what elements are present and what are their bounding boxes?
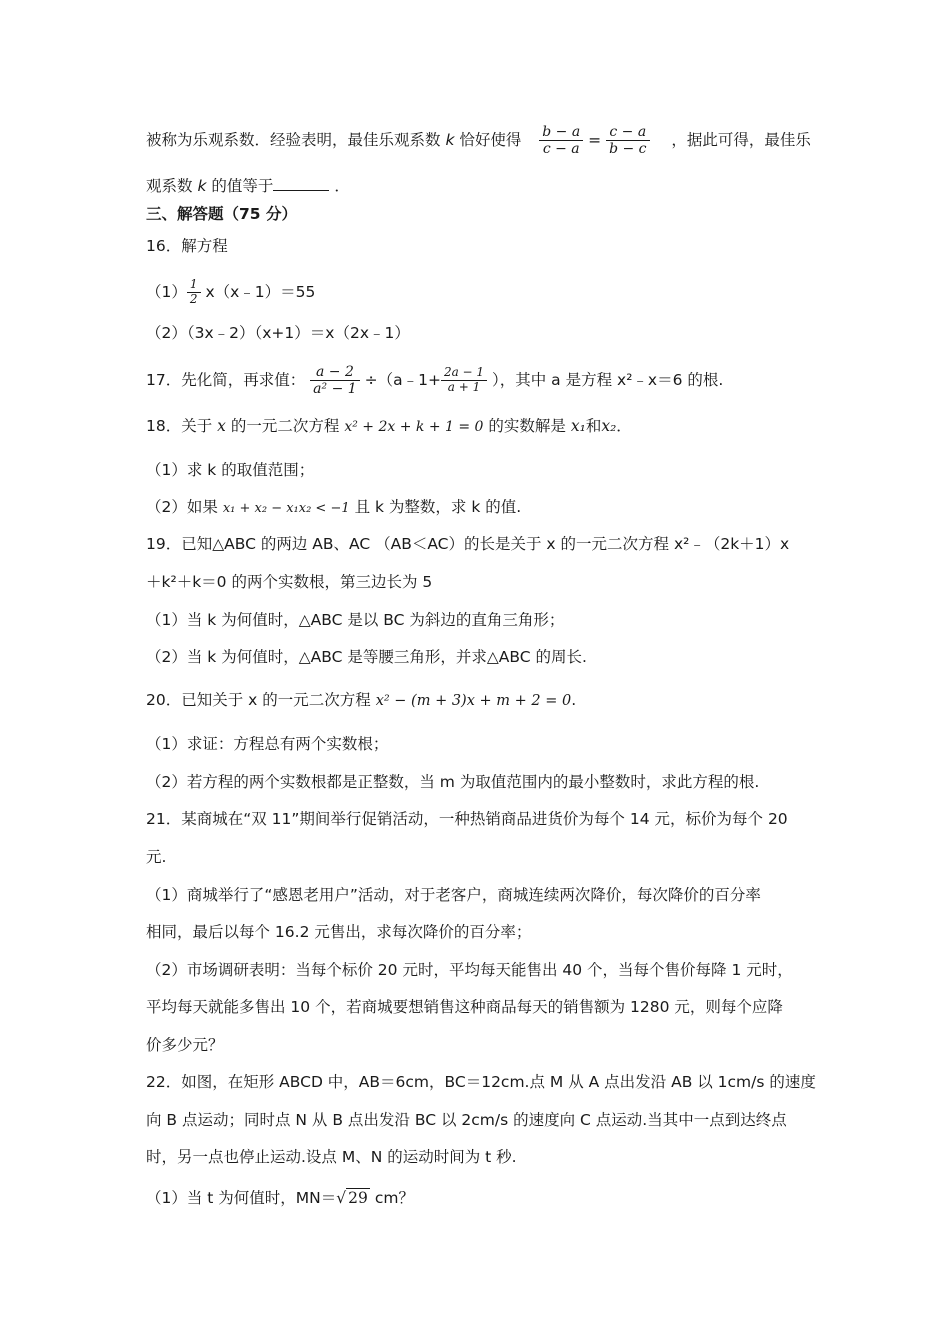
q15-text: 被称为乐观系数．经验表明，最佳乐观系数 — [146, 131, 441, 150]
q22-sub-1: （1）当 t 为何值时，MN＝√ 29 cm？ — [146, 1189, 414, 1207]
q18-sub-2: （2）如果 x₁ + x₂ − x₁x₂ < −1 且 k 为整数，求 k 的值. — [146, 498, 522, 516]
q16-sub-1: （1） $\frac{1}{2}$ x（x﹣1）＝55 — [146, 277, 316, 306]
q15-line-1 — [146, 124, 811, 158]
q17-line: 17．先化简，再求值： $\frac{a - 2}{\text{a² − 1}}$ ÷（a﹣1+ $\frac{2a - 1}{a + 1}$ ），其中 a 是方程 x²﹣x＝6 的根. — [146, 364, 724, 398]
q15-var-k: k — [197, 177, 207, 195]
q15-var-k: k — [445, 131, 455, 150]
q15-text: ，据此可得，最佳乐 — [671, 131, 811, 150]
q15-fraction-1: $\frac{b - a}{c - a}$ — [539, 124, 583, 157]
q15-equals: = — [588, 131, 602, 150]
q15-fraction-2: $\frac{c - a}{b - c}$ — [606, 124, 649, 157]
q19-line-2: ＋k²＋k＝0 的两个实数根，第三边长为 5 — [146, 573, 433, 591]
q21-sub-1-line-1: （1）商城举行了“感恩老用户”活动，对于老客户，商城连续两次降价，每次降价的百分率 — [146, 886, 761, 904]
q18-line: 18．关于 x 的一元二次方程 x² + 2x + k + 1 = 0 的实数解是 x₁和x₂． — [146, 417, 632, 435]
q16-sub-2: （2）（3x﹣2）（x+1）＝x（2x﹣1） — [146, 324, 410, 342]
q21-sub-2-line-3: 价多少元？ — [146, 1036, 224, 1054]
q15-text: 观系数 — [146, 177, 193, 195]
q18-sub-1: （1）求 k 的取值范围； — [146, 461, 315, 479]
q20-equation: x² − (m + 3)x + m + 2 = 0 — [375, 693, 572, 709]
section-3-heading: 三、解答题（75 分） — [146, 205, 297, 223]
q17-fraction-1: $\frac{a - 2}{\text{a² − 1}}$ — [310, 364, 360, 397]
q15-text: 的值等于 — [211, 177, 274, 195]
q20-line: 20．已知关于 x 的一元二次方程 x² − (m + 3)x + m + 2 = 0. — [146, 691, 577, 709]
q16-fraction-half: $\frac{1}{2}$ — [187, 278, 201, 307]
q15-line-2 — [146, 174, 350, 198]
q20-sub-2: （2）若方程的两个实数根都是正整数，当 m 为取值范围内的最小整数时，求此方程的根. — [146, 773, 760, 791]
q22-line-1: 22．如图，在矩形 ABCD 中，AB＝6cm，BC＝12cm.点 M 从 A 点出发沿 AB 以 1cm/s 的速度 — [146, 1073, 816, 1091]
q18-equation: x² + 2x + k + 1 = 0 — [344, 419, 484, 435]
q20-sub-1: （1）求证：方程总有两个实数根； — [146, 735, 389, 753]
q16-title: 16．解方程 — [146, 237, 228, 255]
q17-fraction-2: $\frac{2a - 1}{a + 1}$ — [441, 366, 487, 395]
q15-text: ． — [334, 177, 350, 195]
q15-text: 恰好使得 — [459, 131, 522, 150]
q21-line-2: 元. — [146, 848, 167, 866]
q22-line-2: 向 B 点运动；同时点 N 从 B 点出发沿 BC 以 2cm/s 的速度向 C 点运动.当其中一点到达终点 — [146, 1111, 787, 1129]
q19-sub-1: （1）当 k 为何值时，△ABC 是以 BC 为斜边的直角三角形； — [146, 611, 565, 629]
q21-sub-2-line-1: （2）市场调研表明：当每个标价 20 元时，平均每天能售出 40 个，当每个售价每降 1 元时， — [146, 961, 793, 979]
q21-line-1: 21．某商城在“双 11”期间举行促销活动，一种热销商品进货价为每个 14 元，标价为每个 20 — [146, 810, 788, 828]
q21-sub-2-line-2: 平均每天就能多售出 10 个，若商城要想销售这种商品每天的销售额为 1280 元，则每个应降 — [146, 998, 783, 1016]
q18-inequality: x₁ + x₂ − x₁x₂ < −1 — [222, 501, 350, 516]
q19-sub-2: （2）当 k 为何值时，△ABC 是等腰三角形，并求△ABC 的周长. — [146, 648, 587, 666]
q22-line-3: 时，另一点也停止运动.设点 M、N 的运动时间为 t 秒. — [146, 1148, 517, 1166]
q15-answer-blank — [273, 176, 329, 191]
q21-sub-1-line-2: 相同，最后以每个 16.2 元售出，求每次降价的百分率； — [146, 923, 532, 941]
q22-sqrt: √ 29 — [336, 1189, 368, 1207]
q19-line-1: 19．已知△ABC 的两边 AB、AC （AB＜AC）的长是关于 x 的一元二次方程 x²﹣（2k＋1）x — [146, 535, 790, 553]
